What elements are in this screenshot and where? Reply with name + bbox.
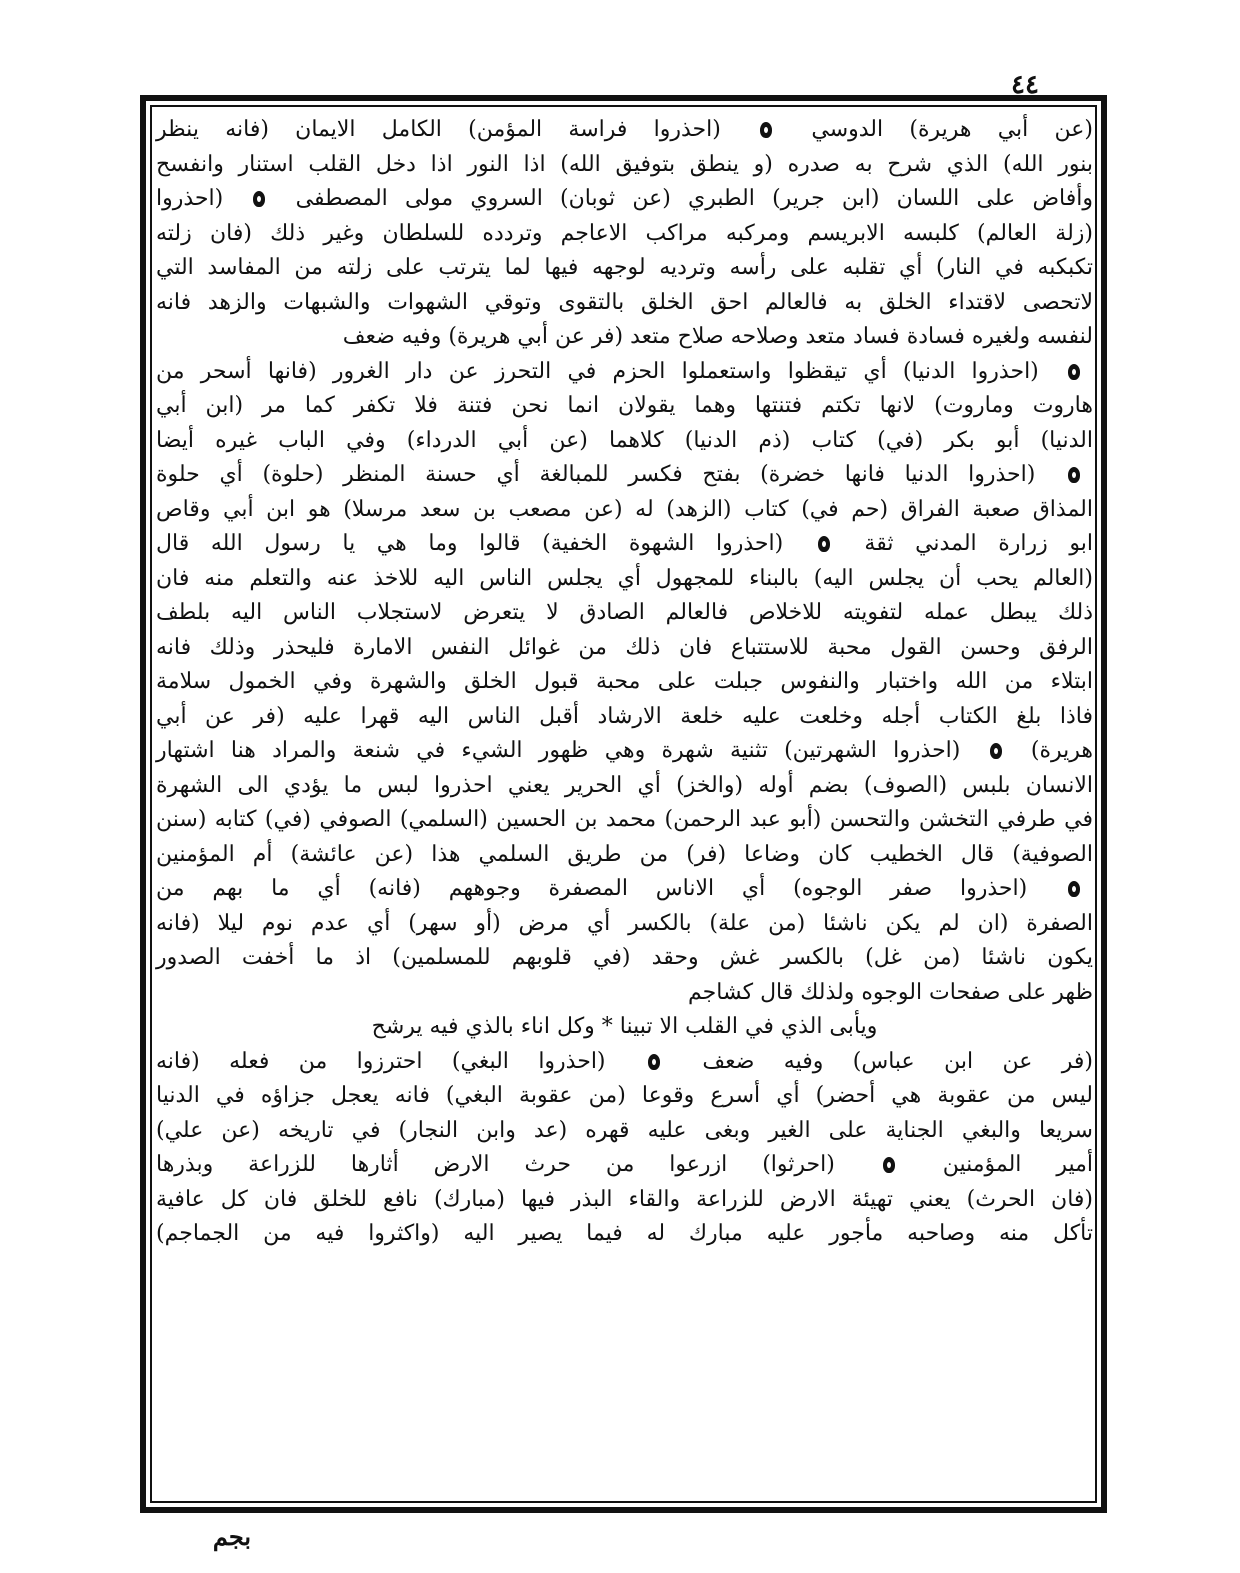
hadith-ornament-icon — [987, 740, 1005, 762]
text-line: ابتلاء من الله واختبار والنفوس جبلت على محبة قبول الخلق والشهرة وفي الخمول سلامة — [156, 669, 1093, 694]
text-line: وأفاض على اللسان (ابن جرير) الطبري (عن ثوبان) السروي مولى المصطفى (احذروا — [156, 186, 1093, 211]
text-line: (فر عن ابن عباس) وفيه ضعف (احذروا البغي) احترزوا من فعله (فانه — [156, 1048, 1093, 1074]
hadith-ornament-icon — [880, 1154, 898, 1176]
hadith-ornament-icon — [1065, 361, 1083, 383]
text-line: (عن أبي هريرة) الدوسي (احذروا فراسة المؤمن) الكامل الايمان (فانه ينظر — [156, 117, 1094, 142]
text-line: الرفق وحسن القول محبة للاستتباع فان ذلك من غوائل النفس الامارة فليحذر وذلك فانه — [156, 634, 1093, 660]
text-line: (العالم يحب أن يجلس اليه) بالبناء للمجهول أي يجلس الناس اليه للاخذ عنه والتعلم منه فان — [156, 565, 1093, 591]
text-line: ويأبى الذي في القلب الا تبينا * وكل اناء بالذي فيه يرشح — [371, 1014, 878, 1039]
text-line: الصوفية) قال الخطيب كان وضاعا (فر) من طريق السلمي هذا (عن عائشة) أم المؤمنين — [156, 841, 1093, 867]
signature-mark: بجم — [212, 1522, 252, 1551]
text-line: بنور الله) الذي شرح به صدره (و ينطق بتوفيق الله) اذا النور اذا دخل القلب استنار وانفسح — [156, 151, 1093, 177]
text-line: يكون ناشئا (من غل) بالكسر غش وحقد (في قلوبهم للمسلمين) اذ ما أخفت الصدور — [156, 945, 1093, 970]
text-line: ليس من عقوبة هي أحضر) أي أسرع وقوعا (من عقوبة البغي) فانه يعجل جزاؤه في الدنيا — [156, 1083, 1093, 1108]
hadith-ornament-icon — [1065, 464, 1083, 486]
text-line: ظهر على صفحات الوجوه ولذلك قال كشاجم — [688, 979, 1093, 1005]
text-line: (احذروا الدنيا فانها خضرة) بفتح فكسر للمبالغة أي حسنة المنظر (حلوة) أي حلوة — [152, 458, 1097, 493]
text-line: في طرفي التخشن والتحسن (أبو عبد الرحمن) محمد بن الحسين (السلمي) الصوفي (في) كتابه (سنن — [156, 807, 1093, 832]
text-line: الدنيا) أبو بكر (في) كتاب (ذم الدنيا) كلاهما (عن أبي الدرداء) وفي الباب غيره أيضا — [156, 427, 1093, 453]
text-line: (زلة العالم) كلبسه الابريسم ومركبه مراكب الاعاجم وتردده للسلطان وغير ذلك (فان زلته — [156, 220, 1093, 246]
text-line: الانسان بلبس (الصوف) بضم أوله (والخز) أي الحرير يعني احذروا لبس ما يؤدي الى الشهرة — [156, 772, 1093, 798]
text-line: (فان الحرث) يعني تهيئة الارض للزراعة والقاء البذر فيها (مبارك) نافع للخلق فان كل عافية — [156, 1186, 1093, 1212]
text-line: تكبكبه في النار) أي تقلبه على رأسه وترديه لوجهه فيها لما يترتب على زلته من المفاسد التي — [156, 255, 1093, 280]
text-line: لاتحصى لاقتداء الخلق به فالعالم احق الخلق بالتقوى وتوقي الشهوات والشبهات والزهد فانه — [156, 289, 1093, 315]
text-line: ابو زرارة المدني ثقة (احذروا الشهوة الخفية) قالوا وما هي يا رسول الله قال — [156, 531, 1093, 556]
text-line: تأكل منه وصاحبه مأجور عليه مبارك له فيما يصير اليه (واكثروا فيه من الجماجم) — [156, 1221, 1093, 1246]
hadith-ornament-icon — [757, 119, 775, 141]
text-line: (احذروا صفر الوجوه) أي الاناس المصفرة وجوههم (فانه) أي ما بهم من — [152, 872, 1097, 907]
page-number: ٤٤ — [1011, 70, 1039, 100]
hadith-ornament-icon — [250, 188, 268, 210]
text-line: سريعا والبغي الجناية على الغير وبغى عليه قهره (عد وابن النجار) في تاريخه (عن علي) — [156, 1117, 1093, 1143]
text-body — [152, 113, 1097, 1503]
hadith-ornament-icon — [1065, 878, 1083, 900]
text-line: لنفسه ولغيره فسادة فساد متعد وصلاحه صلاح متعد (فر عن أبي هريرة) وفيه ضعف — [342, 324, 1093, 349]
text-line: المذاق صعبة الفراق (حم في) كتاب (الزهد) له (عن مصعب بن سعد مرسلا) هو ابن أبي وقاص — [156, 496, 1093, 522]
text-line: الصفرة (ان لم يكن ناشئا (من علة) بالكسر أي مرض (أو سهر) أي عدم نوم ليلا (فانه — [156, 910, 1093, 936]
text-line: (احذروا الدنيا) أي تيقظوا واستعملوا الحزم في التحرز عن دار الغرور (فانها أسحر من — [152, 355, 1097, 390]
text-line: ذلك يبطل عمله لتفويته للاخلاص فالعالم الصادق لا يتعرض لاستجلاب الناس اليه بلطف — [156, 600, 1093, 625]
text-line: فاذا بلغ الكتاب أجله وخلعت عليه خلعة الارشاد أقبل الناس اليه قهرا عليه (فر عن أبي — [156, 703, 1093, 729]
hadith-ornament-icon — [645, 1051, 663, 1073]
hadith-ornament-icon — [815, 533, 833, 555]
text-line: أمير المؤمنين (احرثوا) ازرعوا من حرث الارض أثارها للزراعة وبذرها — [156, 1152, 1094, 1177]
text-line: هريرة) (احذروا الشهرتين) تثنية شهرة وهي ظهور الشيء في شنعة والمراد هنا اشتهار — [156, 738, 1094, 763]
text-line: هاروت وماروت) لانها تكتم فتنتها وهما يقولان انما نحن فتنة فلا تكفر كما مر (ابن أبي — [156, 393, 1093, 418]
